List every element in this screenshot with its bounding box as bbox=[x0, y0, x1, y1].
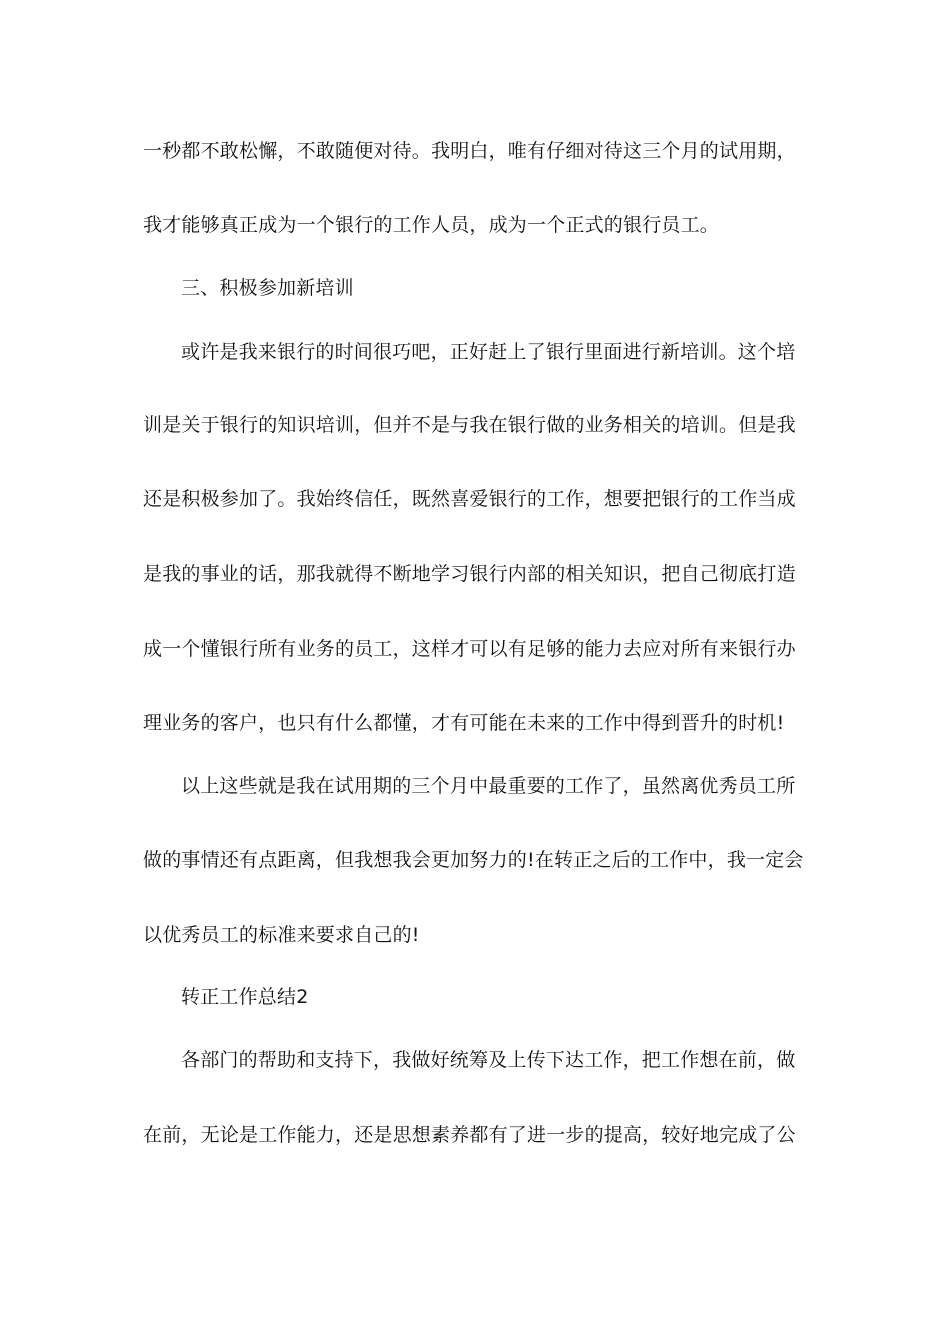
body-text-line: 做的事情还有点距离，但我想我会更加努力的!在转正之后的工作中，我一定会 bbox=[143, 849, 804, 871]
body-text-line: 一秒都不敢松懈，不敢随便对待。我明白，唯有仔细对待这三个月的试用期， bbox=[143, 140, 796, 162]
body-text-line: 或许是我来银行的时间很巧吧，正好赶上了银行里面进行新培训。这个培 bbox=[181, 341, 796, 363]
body-text-line: 以优秀员工的标准来要求自己的! bbox=[143, 924, 420, 946]
section-heading: 转正工作总结2 bbox=[181, 986, 309, 1008]
body-text-line: 理业务的客户，也只有什么都懂，才有可能在未来的工作中得到晋升的时机! bbox=[143, 712, 785, 734]
section-heading: 三、积极参加新培训 bbox=[181, 277, 354, 299]
body-text-line: 是我的事业的话，那我就得不断地学习银行内部的相关知识，把自己彻底打造 bbox=[143, 563, 796, 585]
body-text-line: 各部门的帮助和支持下，我做好统筹及上传下达工作，把工作想在前，做 bbox=[181, 1049, 796, 1071]
body-text-line: 在前，无论是工作能力，还是思想素养都有了进一步的提高，较好地完成了公 bbox=[143, 1124, 796, 1146]
body-text-line: 我才能够真正成为一个银行的工作人员，成为一个正式的银行员工。 bbox=[143, 214, 720, 236]
body-text-line: 训是关于银行的知识培训，但并不是与我在银行做的业务相关的培训。但是我 bbox=[143, 414, 796, 436]
body-text-line: 还是积极参加了。我始终信任，既然喜爱银行的工作，想要把银行的工作当成 bbox=[143, 488, 796, 510]
body-text-line: 以上这些就是我在试用期的三个月中最重要的工作了，虽然离优秀员工所 bbox=[181, 775, 796, 797]
body-text-line: 成一个懂银行所有业务的员工，这样才可以有足够的能力去应对所有来银行办 bbox=[143, 638, 796, 660]
